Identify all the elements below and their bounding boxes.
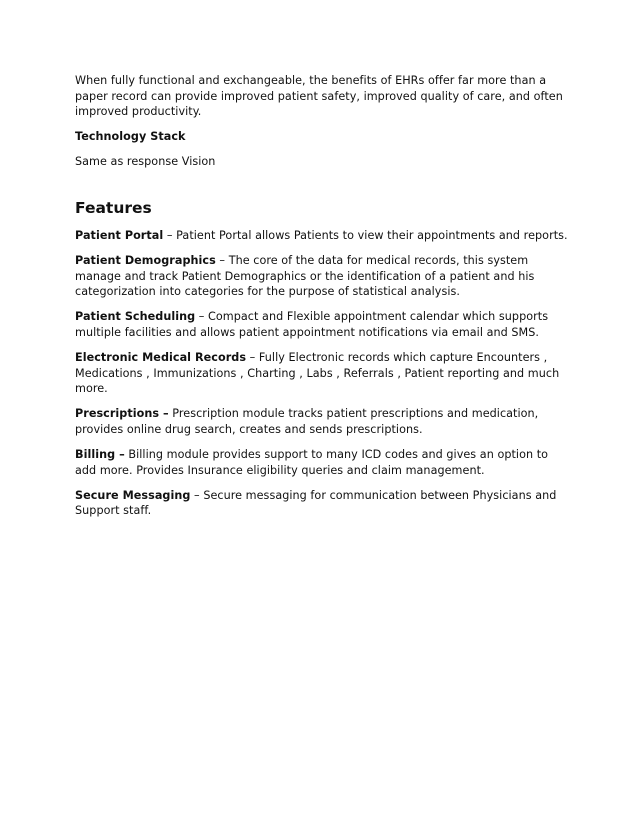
feature-name: Billing – — [75, 448, 125, 461]
feature-billing — [75, 447, 570, 478]
feature-description: Patient Portal allows Patients to view their appointments and reports. — [176, 228, 568, 242]
features-heading: Features — [75, 198, 152, 217]
feature-patient-scheduling — [75, 309, 570, 340]
technology-stack-text: Same as response Vision — [75, 155, 216, 169]
intro-paragraph: When fully functional and exchangeable, the benefits of EHRs offer far more than a paper record can provide improved patient safety, improved quality of care, and often improved productivity. — [75, 74, 563, 119]
feature-secure-messaging — [75, 488, 570, 519]
feature-description: Fully Electronic records which capture Encounters , Medications , Immunizations , Charting , Labs , Referrals , Patient reporting and much more. — [75, 351, 560, 396]
feature-description: Billing module provides support to many ICD codes and gives an option to add more. Provides Insurance eligibility queries and claim management. — [75, 448, 549, 477]
feature-name: Prescriptions – — [75, 407, 169, 421]
feature-description: The core of the data for medical records, this system manage and track Patient Demographics or the identification of a patient and his categorization into categories for the purpose of statistical analysis. — [75, 254, 535, 299]
feature-separator: – — [163, 228, 177, 242]
feature-patient-demographics — [75, 253, 570, 300]
feature-patient-portal — [75, 228, 570, 244]
feature-description: Secure messaging for communication between Physicians and Support staff. — [75, 488, 557, 518]
feature-name: Secure Messaging — [75, 488, 191, 502]
feature-separator: – — [246, 351, 259, 365]
document-page — [75, 73, 570, 528]
feature-prescriptions — [75, 406, 570, 437]
feature-name: Patient Scheduling — [75, 310, 196, 324]
feature-name: Patient Portal — [75, 228, 164, 242]
feature-name: Patient Demographics — [75, 254, 216, 268]
feature-name: Electronic Medical Records — [75, 351, 247, 365]
feature-description: Compact and Flexible appointment calendar which supports multiple facilities and allows patient appointment notifications via email and SMS. — [75, 310, 549, 339]
feature-separator: – — [215, 254, 229, 268]
feature-description: Prescription module tracks patient prescriptions and medication, provides online drug search, creates and sends prescriptions. — [75, 407, 539, 436]
feature-electronic-medical-records — [75, 350, 570, 397]
feature-separator: – — [195, 310, 209, 324]
technology-stack-heading: Technology Stack — [75, 129, 186, 143]
feature-separator: – — [190, 488, 204, 502]
